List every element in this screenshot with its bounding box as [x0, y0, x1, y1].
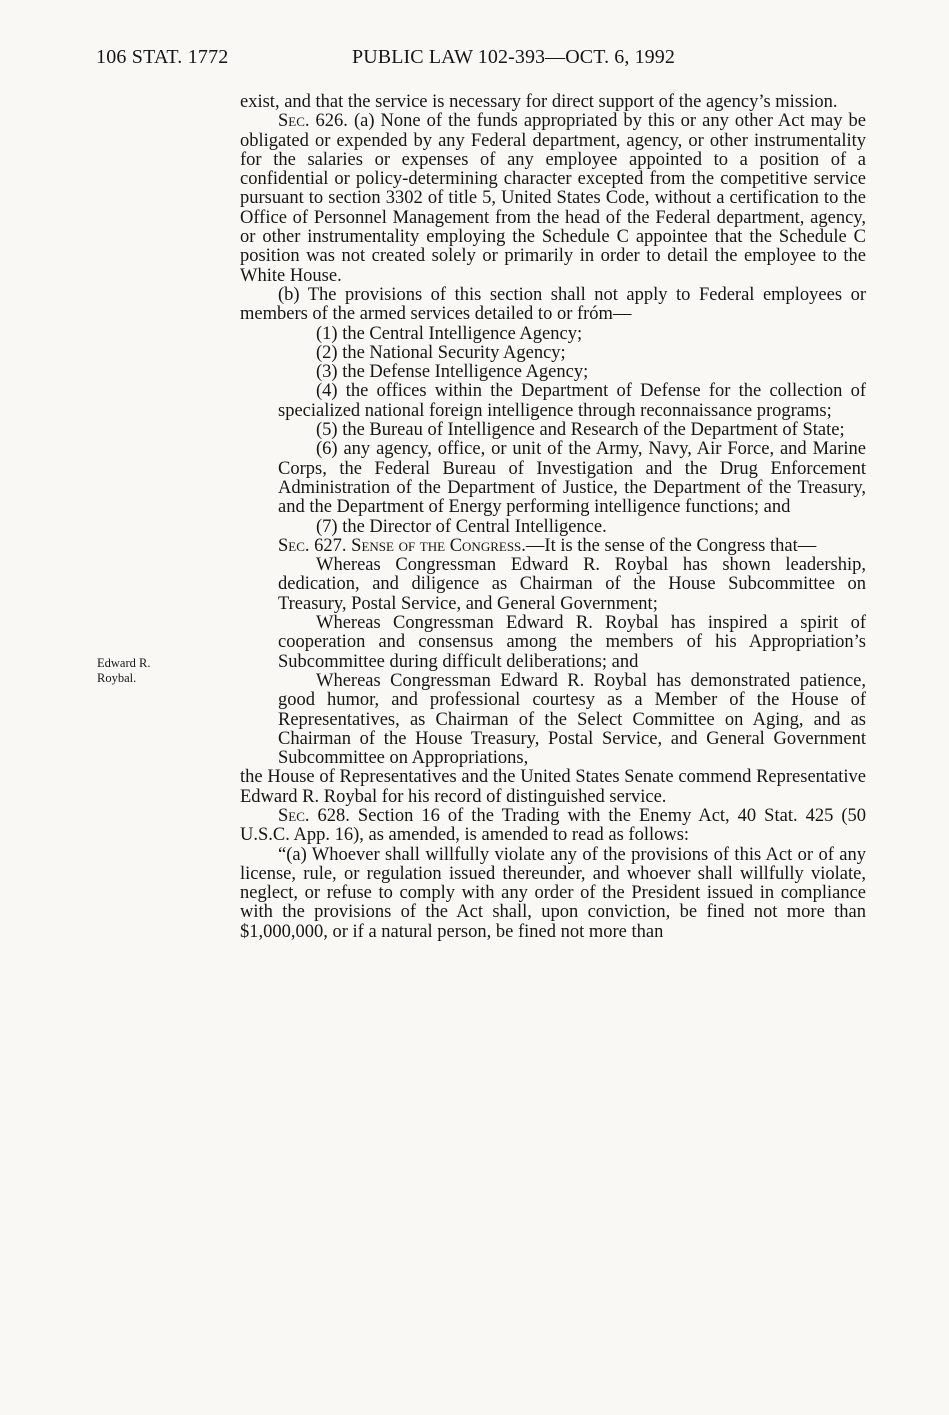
margin-note — [97, 656, 207, 686]
list-item: (7) the Director of Central Intelligence. — [316, 516, 607, 537]
section-lead: Sec. 627. Sense of the Congress. — [278, 535, 526, 556]
document-body — [240, 93, 866, 942]
section-628: Sec. 628. Section 16 of the Trading with the Enemy Act, 40 Stat. 425 (50 U.S.C. App. 16), as amended, is amended to read as follows: — [240, 805, 866, 846]
page-header — [96, 46, 868, 74]
list-item: (1) the Central Intelligence Agency; — [316, 323, 583, 344]
margin-note-line: Edward R. — [97, 656, 151, 670]
list-item: (2) the National Security Agency; — [316, 342, 566, 363]
quoted-subsection-a: “(a) Whoever shall willfully violate any of the provisions of this Act or of any license, rule, or regulation issued thereunder, and whoever shall willfully violate, neglect, or refuse to comply with any order of the President issued in compliance with the provisions of the Act shall, upon conviction, be fined not more than $1,000,000, or if a natural person, be fined not more than — [240, 844, 866, 942]
public-law-citation: PUBLIC LAW 102-393—OCT. 6, 1992 — [352, 46, 675, 68]
whereas-clause: Whereas Congressman Edward R. Roybal has shown leadership, dedication, and diligence as Chairman of the House Subcommittee on Treasury, Postal Service, and General Government; — [278, 555, 866, 614]
list-item: (6) any agency, office, or unit of the Army, Navy, Air Force, and Marine Corps, the Federal Bureau of Investigation and the Drug Enforcement Administration of the Department of Justice, the Department of the Treasury, and the Department of Energy performing intelligence functions; and — [278, 439, 866, 518]
list-item: (4) the offices within the Department of Defense for the collection of specialized national foreign intelligence through reconnaissance programs; — [278, 381, 866, 421]
paragraph-continuation: the House of Representatives and the United States Senate commend Representative Edward R. Roybal for his record of distinguished service. — [240, 767, 866, 807]
section-lead: Sec. 628. — [278, 805, 350, 826]
paragraph-continuation: exist, and that the service is necessary for direct support of the agency’s mission. — [240, 92, 838, 112]
section-626-a: Sec. 626. (a) None of the funds appropriated by this or any other Act may be obligated or expended by any Federal department, agency, or other instrumentality for the salaries or expenses of any employee appointed to a position of a confidential or policy-determining character excepted from the competitive service pursuant to section 3302 of title 5, United States Code, without a certification to the Office of Personnel Management from the head of the Federal department, agency, or other instrumentality employing the Schedule C appointee that the Schedule C position was not created solely or primarily in order to detail the employee to the White House. — [240, 111, 866, 286]
list-item: (3) the Defense Intelligence Agency; — [316, 362, 589, 383]
section-627: Sec. 627. Sense of the Congress.—It is the sense of the Congress that— — [278, 535, 817, 556]
stat-page-number: 106 STAT. 1772 — [96, 46, 229, 68]
section-lead: Sec. 626. — [278, 111, 348, 132]
whereas-clause: Whereas Congressman Edward R. Roybal has demonstrated patience, good humor, and professional courtesy as a Member of the House of Representatives, as Chairman of the Select Committee on Aging, and as Chairman of the House Treasury, Postal Service, and General Government Subcommittee on Appropriations, — [278, 670, 866, 769]
list-item: (5) the Bureau of Intelligence and Research of the Department of State; — [316, 420, 845, 441]
whereas-clause: Whereas Congressman Edward R. Roybal has inspired a spirit of cooperation and consensus among the members of his Appropriation’s Subcommittee during difficult deliberations; and — [278, 613, 866, 672]
section-626-b: (b) The provisions of this section shall not apply to Federal employees or members of the armed services detailed to or fróm— — [240, 284, 866, 325]
margin-note-line: Roybal. — [97, 671, 137, 685]
